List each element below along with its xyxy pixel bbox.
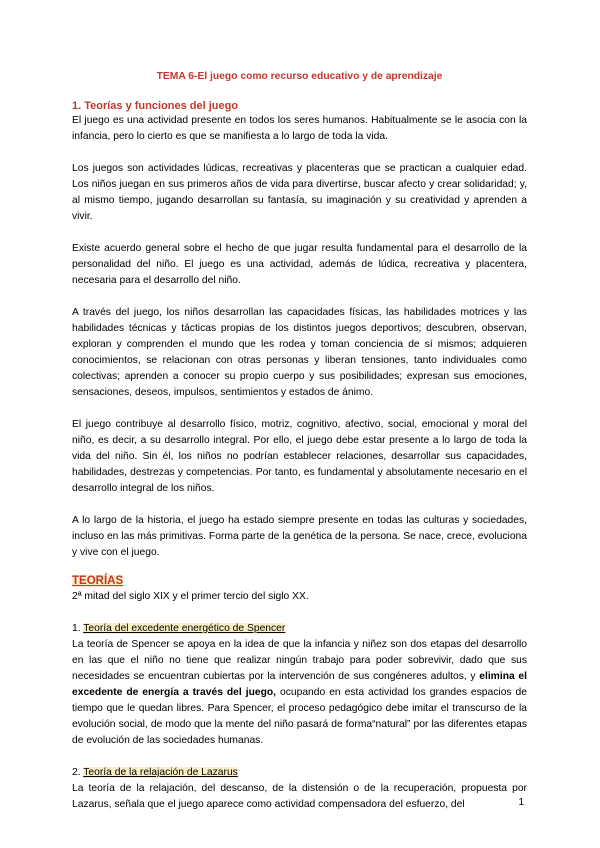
spencer-number: 1. [72,623,84,634]
lazarus-title: Teoría de la relajación de Lazarus [83,767,238,778]
page-number: 1 [518,797,524,808]
page-content [72,71,527,813]
spencer-paragraph [72,637,527,749]
lazarus-heading [72,765,527,781]
teorias-subtitle: 2ª mitad del siglo XIX y el primer tercio del siglo XX. [72,591,309,602]
paragraph-6: A lo largo de la historia, el juego ha estado siempre presente en todas las culturas y sociedades, incluso en las más primitivas. Forma parte de la genética de la persona. Se nace, crece, evoluciona y vive con el juego. [72,515,527,558]
teorias-heading-text: TEORÍAS [72,575,124,587]
paragraph-2: Los juegos son actividades lúdicas, recreativas y placenteras que se practican a cualquier edad. Los niños juegan en sus primeros años de vida para divertirse, buscar afecto y crear solidaridad; y, al mismo tiempo, jugando desarrollan su fantasía, su imaginación y su creatividad y aprenden a vivir. [72,163,527,222]
lazarus-paragraph: La teoría de la relajación, del descanso, de la distensión o de la recuperación, propuesta por Lazarus, señala que el juego aparece como actividad compensadora del esfuerzo, del [72,783,527,810]
spencer-text-after: ocupando en esta actividad los grandes espacios de tiempo que le quedan libres. Para Spencer, el proceso pedagógico debe imitar el transcurso de la evolución social, de modo que la mente del niño pasará de forma“natural” por las diferentes etapas de evolución de las sociedades humanas. [72,687,527,746]
paragraph-1: El juego es una actividad presente en todos los seres humanos. Habitualmente se le asocia con la infancia, pero lo cierto es que se manifiesta a lo largo de toda la vida. [72,115,527,142]
section-heading-teorias-funciones: 1. Teorías y funciones del juego [72,100,239,112]
spencer-text-bold: elimina el excedente de energía a través del juego, [72,671,527,698]
paragraph-4: A través del juego, los niños desarrollan las capacidades físicas, las habilidades motrices y las habilidades técnicas y tácticas propias de los distintos juegos deportivos; descubren, observan, exploran y comprenden el mundo que les rodea y toman conciencia de sí mismos; adquieren conocimientos, se relacionan con otras personas y liberan tensiones, tanto individuales como colectivas; aprenden a conocer su propio cuerpo y sus posibilidades; expresan sus emociones, sensaciones, deseos, impulsos, sentimientos y estados de ánimo. [72,307,527,398]
spencer-heading [72,621,527,637]
paragraph-5: El juego contribuye al desarrollo físico, motriz, cognitivo, afectivo, social, emocional y moral del niño, es decir, a su desarrollo integral. Por ello, el juego debe estar presente a lo largo de toda la vida del niño. Sin él, los niños no podrían establecer relaciones, desarrollar sus capacidades, habilidades, destrezas y competencias. Por tanto, es fundamental y absolutamente necesario en el desarrollo integral de los niños. [72,419,527,494]
teorias-heading [72,573,527,589]
document-title: TEMA 6-El juego como recurso educativo y de aprendizaje [156,71,443,82]
lazarus-number: 2. [72,767,84,778]
spencer-title: Teoría del excedente energético de Spencer [83,623,286,634]
paragraph-3: Existe acuerdo general sobre el hecho de que jugar resulta fundamental para el desarrollo de la personalidad del niño. El juego es una actividad, además de lúdica, recreativa y placentera, necesaria para el desarrollo del niño. [72,243,527,286]
spencer-text-before: La teoría de Spencer se apoya en la idea de que la infancia y niñez son dos etapas del desarrollo en las que el niño no tiene que realizar ningún trabajo para poder sobrevivir, dado que sus necesidades se encuentran cubiertas por la intervención de sus congéneres adultos, y [72,639,527,682]
